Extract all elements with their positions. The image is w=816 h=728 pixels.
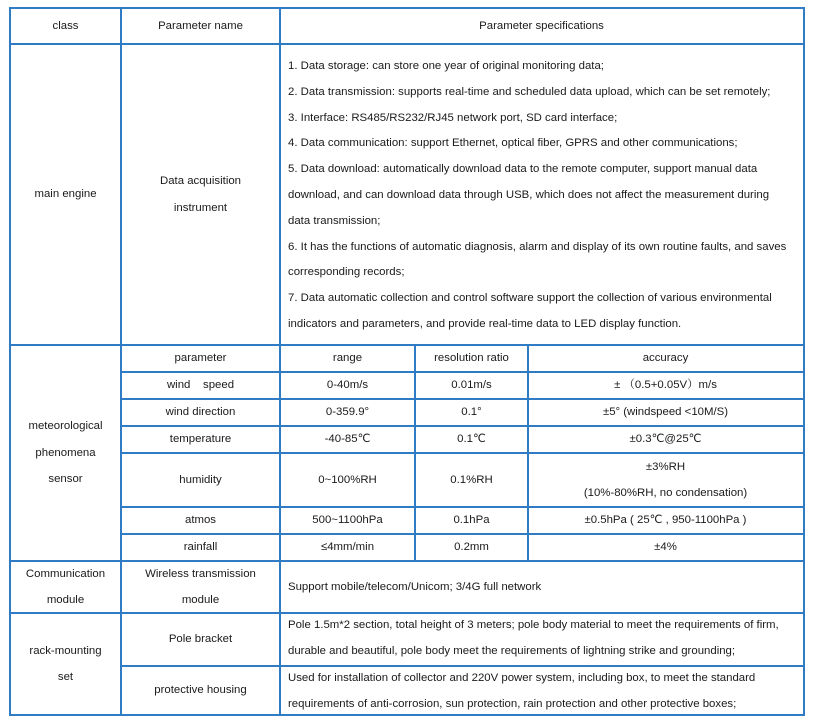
sensor-accuracy — [528, 453, 803, 507]
spec-line: requirements of anti-corrosion, sun protection, rain protection and other protective boxes; — [288, 697, 737, 710]
rack-item-spec — [280, 666, 803, 715]
name-line: module — [181, 594, 220, 606]
row-divider — [121, 452, 805, 454]
spec-line: download, and can download data through USB, which does not affect the measurement during — [288, 188, 770, 201]
main-engine-spec — [280, 44, 803, 345]
accuracy-line: ±5° (windspeed <10M/S) — [602, 406, 729, 419]
main-engine-name — [121, 44, 280, 345]
sensor-resolution: 0.1° — [461, 406, 482, 419]
accuracy-line: ±0.5hPa ( 25℃ , 950-1100hPa ) — [584, 514, 747, 527]
sensor-col-range: range — [332, 352, 363, 365]
header-class: class — [52, 19, 79, 32]
sensor-parameter: humidity — [179, 473, 222, 486]
sensor-col-resolution: resolution ratio — [434, 352, 509, 365]
col-divider — [527, 345, 529, 561]
col-divider — [279, 7, 281, 716]
communication-class — [10, 561, 121, 613]
sensor-accuracy — [528, 426, 803, 453]
spec-line: Pole 1.5m*2 section, total height of 3 meters; pole body material to meet the requirements of firm, — [288, 619, 779, 631]
row-divider — [121, 398, 805, 400]
sensor-range: 0~100%RH — [318, 473, 377, 486]
class-line: set — [57, 671, 74, 683]
row-divider — [10, 612, 805, 614]
header-parameter-name: Parameter name — [158, 19, 243, 32]
class-line: module — [46, 594, 85, 606]
sensor-parameter: atmos — [184, 514, 217, 527]
accuracy-line: (10%-80%RH, no condensation) — [583, 487, 748, 499]
table-border-bottom — [10, 714, 805, 716]
row-divider — [121, 665, 805, 667]
class-line: Communication — [25, 567, 106, 580]
sensor-parameter: rainfall — [183, 541, 218, 554]
class-line: phenomena — [35, 446, 96, 459]
class-line: rack-mounting — [29, 644, 102, 657]
row-divider — [10, 344, 805, 346]
sensor-accuracy — [528, 507, 803, 534]
table-border-right — [803, 7, 805, 716]
spec-line: 6. It has the functions of automatic diagnosis, alarm and display of its own routine faults, and saves — [288, 240, 787, 253]
spec-line: data transmission; — [288, 214, 381, 227]
row-divider — [121, 425, 805, 427]
sensor-range: -40-85℃ — [324, 433, 371, 446]
class-line: sensor — [48, 473, 83, 486]
sensor-accuracy — [528, 372, 803, 399]
spec-line: indicators and parameters, and provide real-time data to LED display function. — [288, 317, 682, 330]
spec-line: 1. Data storage: can store one year of original monitoring data; — [288, 60, 604, 72]
sensor-col-accuracy: accuracy — [642, 352, 689, 365]
table-border-left — [9, 7, 11, 716]
rack-class — [10, 613, 121, 715]
name-line: instrument — [173, 201, 228, 214]
row-divider — [10, 43, 805, 45]
col-divider — [120, 7, 122, 716]
sensor-class — [10, 345, 121, 561]
class-line: meteorological — [28, 420, 103, 433]
row-divider — [121, 533, 805, 535]
sensor-accuracy — [528, 399, 803, 426]
sensor-resolution: 0.1℃ — [457, 433, 486, 446]
accuracy-line: ±4% — [654, 541, 677, 554]
rack-item-name: protective housing — [154, 684, 247, 697]
table-border-top — [10, 7, 805, 9]
sensor-resolution: 0.1%RH — [450, 473, 493, 486]
sensor-range: 500~1100hPa — [312, 514, 383, 527]
col-divider — [414, 345, 416, 561]
communication-name — [121, 561, 280, 613]
spec-line: 5. Data download: automatically download data to the remote computer, support manual data — [288, 163, 758, 176]
sensor-col-parameter: parameter — [174, 352, 227, 365]
spec-line: corresponding records; — [288, 266, 405, 279]
header-parameter-specifications: Parameter specifications — [479, 19, 604, 32]
spec-line: 7. Data automatic collection and control software support the collection of various environmental — [288, 292, 772, 305]
main-engine-class: main engine — [34, 188, 97, 201]
row-divider — [121, 371, 805, 373]
spec-line: 2. Data transmission: supports real-time and scheduled data upload, which can be set remotely; — [288, 85, 771, 98]
communication-spec: Support mobile/telecom/Unicom; 3/4G full network — [288, 580, 542, 593]
row-divider — [121, 506, 805, 508]
parameter-table — [10, 8, 803, 715]
row-divider — [10, 560, 805, 562]
sensor-accuracy — [528, 534, 803, 561]
sensor-resolution: 0.01m/s — [451, 379, 492, 392]
accuracy-line: ± （0.5+0.05V）m/s — [614, 379, 717, 392]
spec-line: durable and beautiful, pole body meet the requirements of lightning strike and grounding; — [288, 644, 736, 657]
sensor-resolution: 0.2mm — [454, 541, 489, 554]
accuracy-line: ±3%RH — [645, 460, 686, 473]
sensor-parameter: temperature — [169, 433, 232, 446]
spec-line: 4. Data communication: support Ethernet, optical fiber, GPRS and other communications; — [288, 137, 738, 150]
rack-item-name: Pole bracket — [168, 633, 233, 646]
accuracy-line: ±0.3℃@25℃ — [629, 433, 702, 446]
rack-item-spec — [280, 613, 803, 666]
sensor-resolution: 0.1hPa — [453, 514, 490, 527]
spec-line: Used for installation of collector and 220V power system, including box, to meet the standard — [288, 672, 756, 684]
sensor-parameter: wind speed — [166, 379, 235, 392]
sensor-parameter: wind direction — [165, 406, 236, 419]
sensor-range: 0-359.9° — [325, 406, 370, 419]
name-line: Data acquisition — [159, 175, 242, 187]
name-line: Wireless transmission — [145, 567, 256, 580]
spec-line: 3. Interface: RS485/RS232/RJ45 network port, SD card interface; — [288, 111, 618, 124]
sensor-range: ≤4mm/min — [320, 541, 375, 554]
sensor-range: 0-40m/s — [326, 379, 369, 392]
